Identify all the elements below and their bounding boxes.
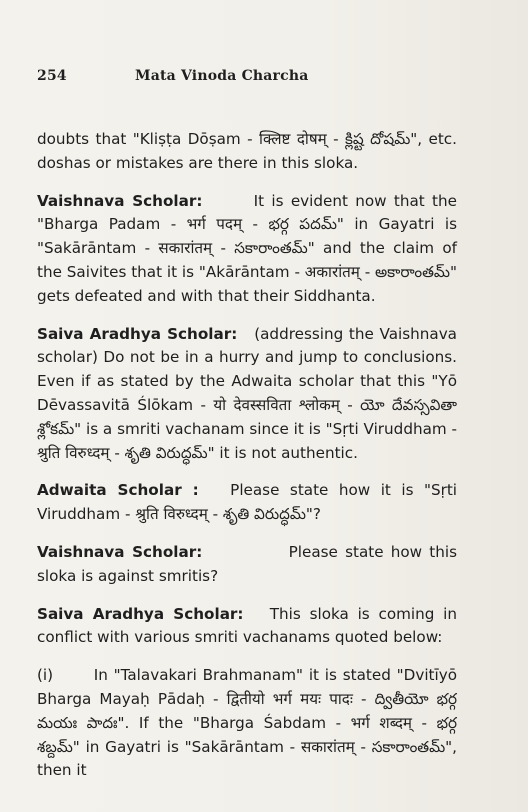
paragraph-text: In "Talavakari Brahmanam" it is stated "Dvitīyō Bharga Mayaḥ Pādaḥ - द्वितीयो भर्ग मयः पादः - ద్వితీయో భర్గ మయః పాదః". If the "Bharga Śabdam - भर्ग शब्दम् - భర్గ శబ్దమ్" in Gayatri is "Sakārāntam - सकारांतम् - సకారాంతమ్", then it	[37, 666, 457, 780]
paragraph-text: doubts that "Kliṣṭa Dōṣam - क्लिष्ट दोषम् - క్లిష్ట దోషమ్", etc. doshas or mistakes are there in this sloka.	[37, 130, 457, 172]
paragraph-text: This sloka is coming in conflict with various smriti vachanams quoted below:	[37, 604, 457, 647]
page-number: 254	[37, 68, 67, 84]
page-body	[37, 128, 457, 797]
paragraph-vaishnava-1	[37, 190, 457, 309]
speaker-label: Saiva Aradhya Scholar:	[37, 324, 238, 343]
paragraph-point-i	[37, 664, 457, 783]
paragraph-text: It is evident now that the "Bharga Padam - भर्ग पदम् - భర్గ పదమ్" in Gayatri is "Sakārāntam - सकारांतम् - సకారాంతమ్" and the claim of the Saivites that it is "Akārāntam - अकारांतम् - అకారాంతమ్" gets defeated and with that their Siddhanta.	[37, 191, 457, 305]
paragraph-saiva-2	[37, 603, 457, 651]
speaker-label: Vaishnava Scholar:	[37, 542, 203, 561]
paragraph-saiva-1	[37, 323, 457, 466]
paragraph-text: Please state how it is "Sṛti Viruddham - श्रुति विरुध्दम् - శృతి విరుద్ధమ్"?	[37, 481, 458, 524]
speaker-label: Adwaita Scholar :	[37, 481, 199, 500]
running-title: Mata Vinoda Charcha	[135, 68, 309, 84]
paragraph-continuation	[37, 128, 457, 176]
paragraph-adwaita-1	[37, 479, 457, 527]
paragraph-text: Please state how this sloka is against smritis?	[37, 542, 457, 585]
paragraph-text: (addressing the Vaishnava scholar) Do not be in a hurry and jump to conclusions. Even if as stated by the Adwaita scholar that this "Yō Dēvassavitā Ślōkam - यो देवस्सविता श्लोकम् - యో దేవస్సవితా శ్లోకమ్" is a smriti vachanam since it is "Sṛti Viruddham - श्रुति विरुध्दम् - శృతి విరుద్ధమ్" it is not authentic.	[37, 324, 457, 462]
speaker-label: Vaishnava Scholar:	[37, 191, 203, 210]
speaker-label: Saiva Aradhya Scholar:	[37, 604, 244, 623]
list-marker: (i)	[37, 666, 54, 685]
paragraph-vaishnava-2	[37, 541, 457, 589]
